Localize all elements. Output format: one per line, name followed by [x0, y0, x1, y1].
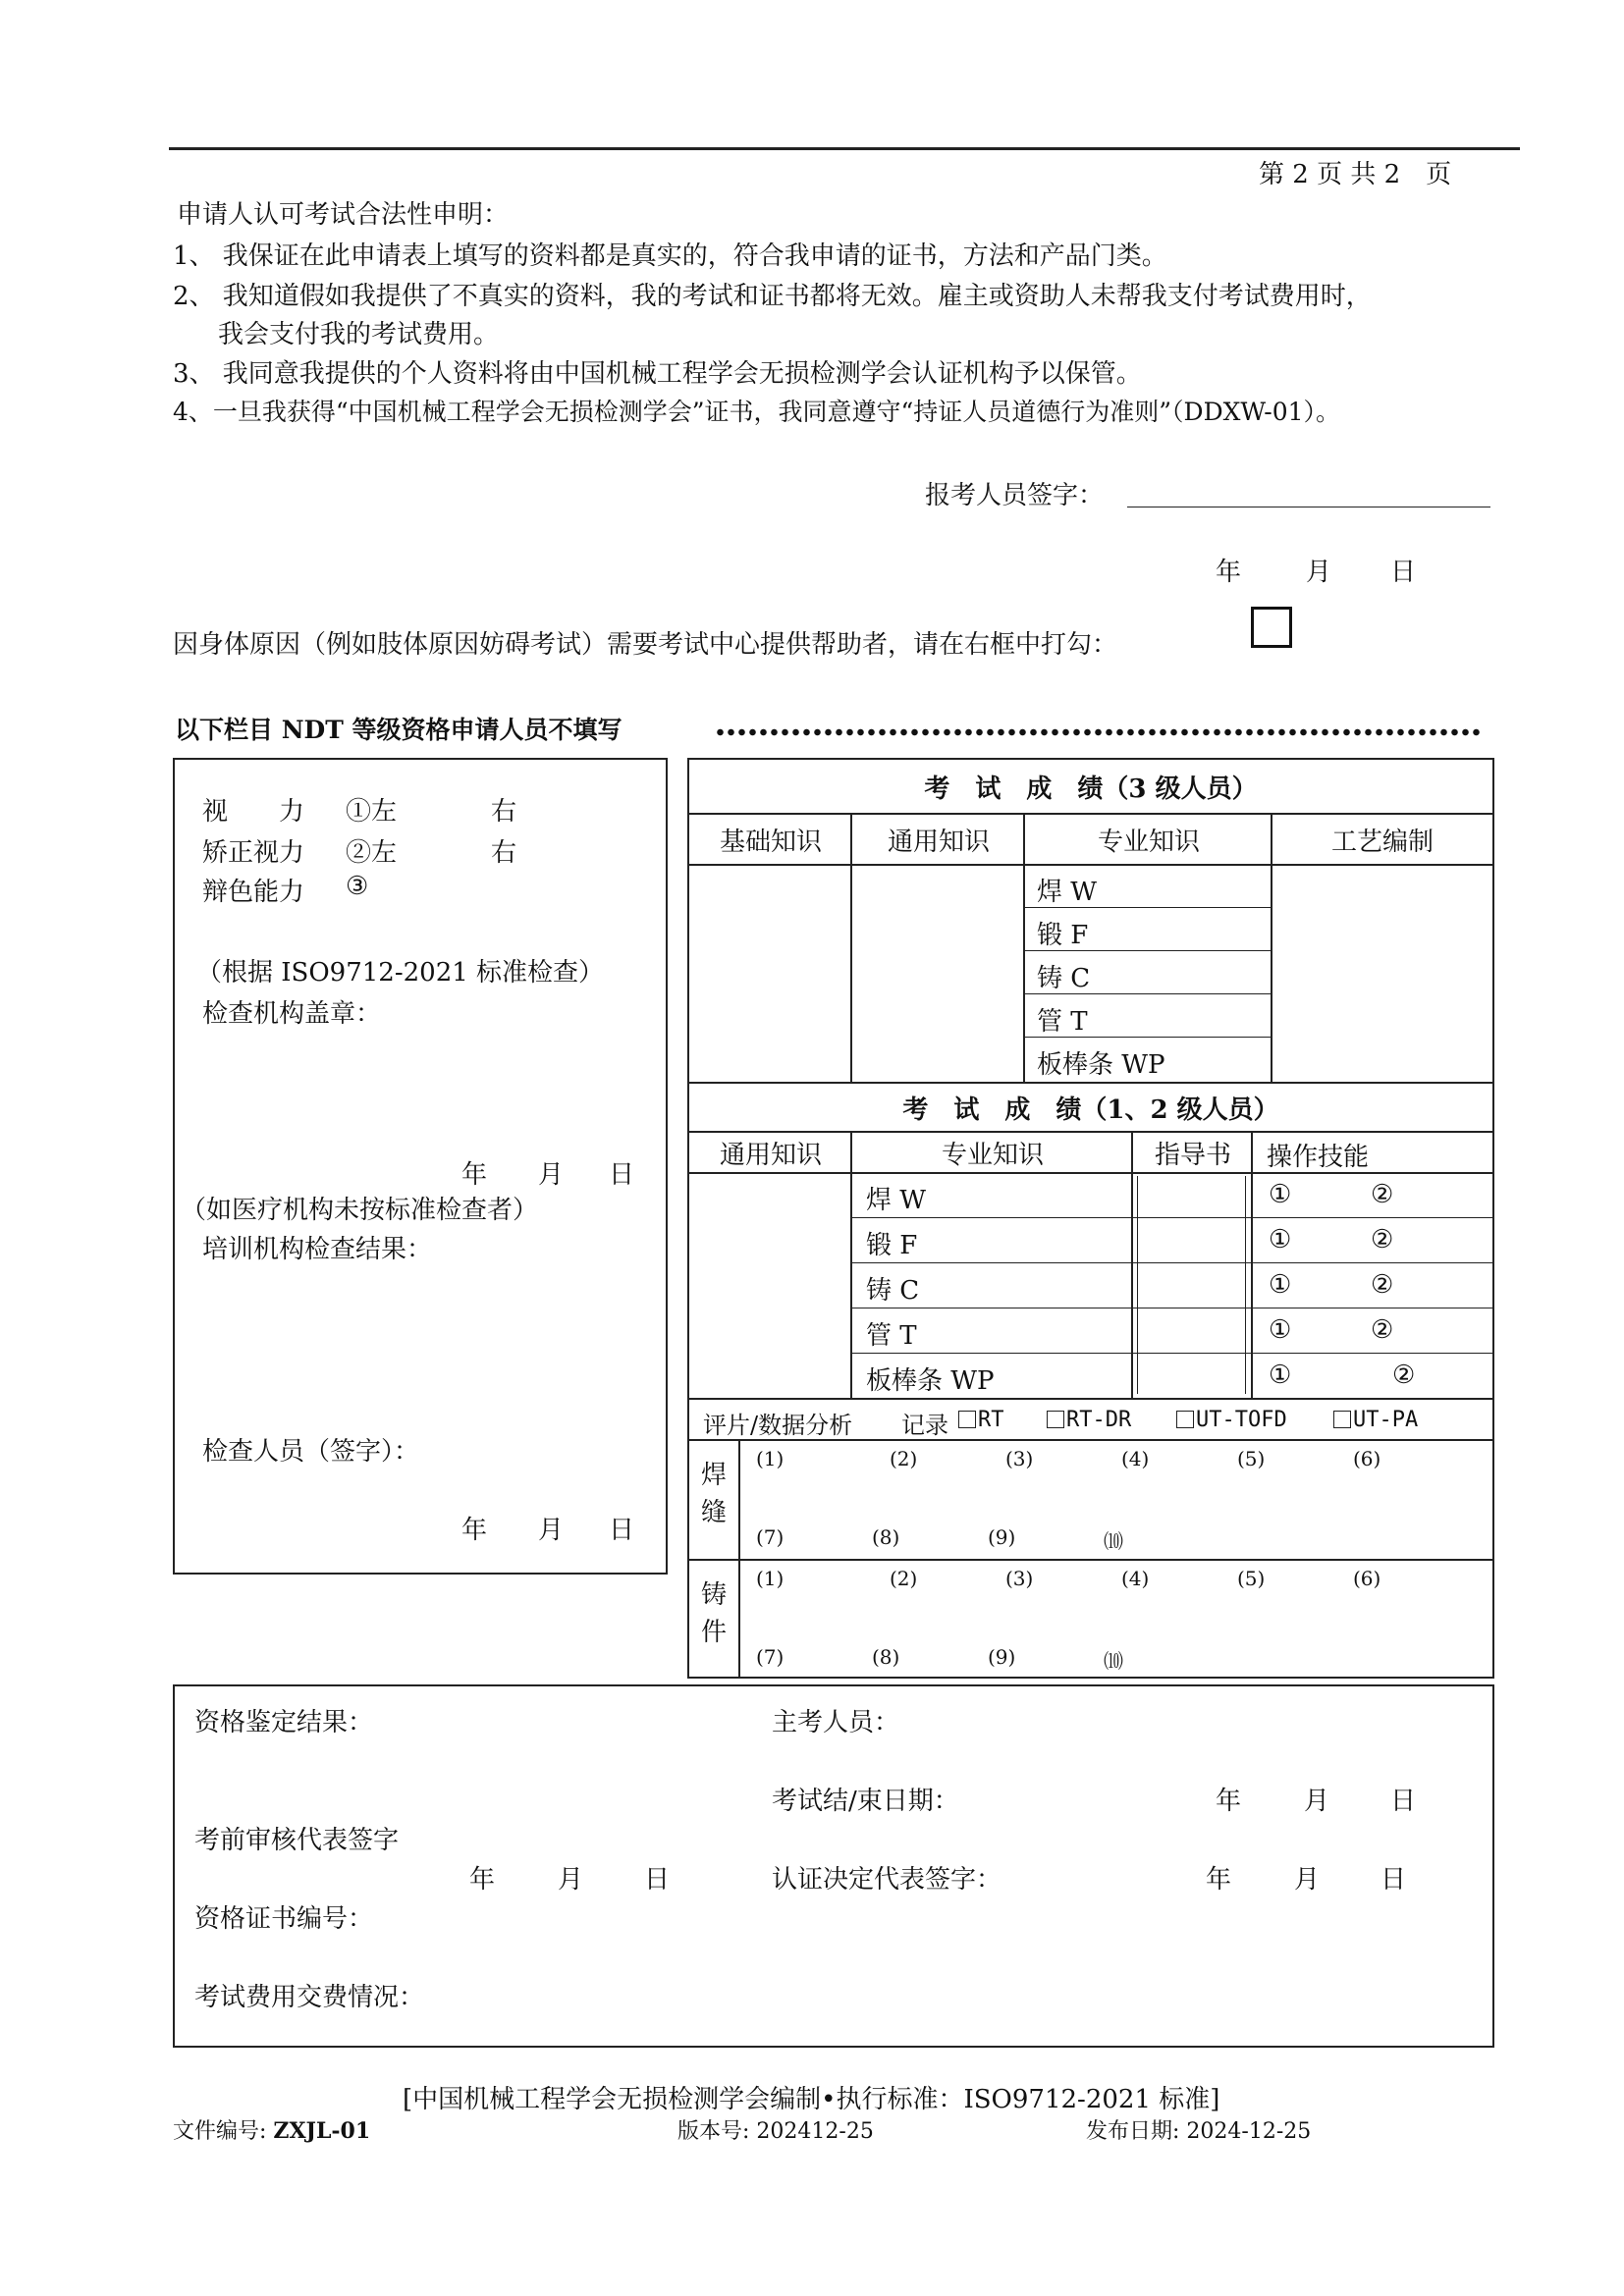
vision-month-2: 月 [538, 1516, 565, 1545]
corrected-vision-right: 右 [491, 838, 517, 868]
cert-decision-signature-label: 认证决定代表签字： [772, 1865, 1002, 1895]
cast-num-10: ⑽ [1104, 1649, 1123, 1673]
doc-number-value: ZXJL-01 [273, 2118, 371, 2144]
exam-date-year: 年 [1216, 1787, 1242, 1816]
rt-label: RT [978, 1408, 1004, 1432]
vision-year-2: 年 [461, 1516, 488, 1545]
certificate-number-label: 资格证书编号： [194, 1904, 374, 1934]
level12-col-line-1 [850, 1131, 852, 1398]
cast-num-2: (2) [890, 1567, 918, 1590]
footer-doc-number [173, 2114, 370, 2145]
weld-num-4: (4) [1121, 1447, 1150, 1470]
cert-decision-year: 年 [1206, 1865, 1232, 1895]
level3-product-weld: 焊 W [1037, 878, 1097, 907]
level3-col-line-2 [1023, 813, 1025, 1082]
level3-header-procedure: 工艺编制 [1330, 827, 1434, 857]
level3-header-specialty: 专业知识 [1097, 827, 1200, 857]
color-discrimination-label: 辩色能力 [202, 878, 305, 907]
level12-row-line-4 [851, 1353, 1493, 1354]
cast-num-4: (4) [1121, 1567, 1150, 1590]
skill-mark-1-row3: ① [1269, 1270, 1292, 1300]
weld-num-1: (1) [756, 1447, 785, 1470]
film-option-rt[interactable] [958, 1408, 1004, 1432]
vision-day-1: 日 [609, 1160, 635, 1190]
footer-version: 版本号: 202412-25 [677, 2119, 874, 2144]
level12-product-plate: 板棒条 WP [866, 1366, 995, 1396]
film-record-label: 记录 [901, 1412, 948, 1439]
cert-decision-day: 日 [1380, 1865, 1407, 1895]
pre-review-year: 年 [469, 1865, 496, 1895]
cast-label: 铸件 [701, 1580, 728, 1647]
level3-product-forging: 锻 F [1037, 921, 1089, 950]
qualification-result-label: 资格鉴定结果： [194, 1708, 374, 1737]
declaration-item-4: 4、一旦我获得“中国机械工程学会无损检测学会”证书，我同意遵守“持证人员道德行为准则”（DDXW-01）。 [173, 398, 1341, 426]
skill-mark-1-row2: ① [1269, 1225, 1292, 1255]
instruction-box-right [1245, 1176, 1246, 1394]
skill-mark-2-row1: ② [1371, 1180, 1394, 1209]
vision-year-1: 年 [461, 1160, 488, 1190]
date-day: 日 [1390, 558, 1417, 587]
level12-product-tube: 管 T [866, 1321, 917, 1351]
skill-mark-2-row3: ② [1371, 1270, 1394, 1300]
weld-num-6: (6) [1353, 1447, 1381, 1470]
level12-header-skill: 操作技能 [1267, 1143, 1370, 1172]
level3-product-plate: 板棒条 WP [1037, 1050, 1165, 1080]
header-rule [169, 147, 1520, 150]
film-option-ut-tofd[interactable] [1176, 1408, 1287, 1432]
corrected-vision-label: 矫正视力 [202, 838, 305, 868]
training-check-result: 培训机构检查结果： [202, 1235, 433, 1264]
standard-note: （根据 ISO9712-2021 标准检查） [196, 958, 605, 988]
pre-review-day: 日 [644, 1865, 671, 1895]
film-option-ut-pa[interactable] [1333, 1408, 1418, 1432]
cert-decision-month: 月 [1294, 1865, 1321, 1895]
skill-mark-2-row4: ② [1371, 1315, 1394, 1345]
cast-num-7: (7) [756, 1645, 785, 1669]
cast-num-6: (6) [1353, 1567, 1381, 1590]
skill-mark-1-row4: ① [1269, 1315, 1292, 1345]
weld-num-7: (7) [756, 1525, 785, 1549]
date-year: 年 [1216, 558, 1242, 587]
level12-col-line-3 [1251, 1131, 1253, 1398]
declaration-item-3: 3、 我同意我提供的个人资料将由中国机械工程学会无损检测学会认证机构予以保管。 [173, 359, 1142, 389]
level12-product-forging: 锻 F [866, 1231, 918, 1260]
footer-standard: [中国机械工程学会无损检测学会编制•执行标准：ISO9712-2021 标准] [403, 2085, 1220, 2114]
exam-date-label: 考试结/束日期： [772, 1787, 959, 1816]
ut-pa-label: UT-PA [1353, 1408, 1419, 1432]
level3-header-rule [687, 864, 1494, 866]
skill-mark-1-row5: ① [1269, 1361, 1292, 1390]
corrected-vision-left: ②左 [346, 838, 398, 868]
weld-rule [687, 1559, 1494, 1561]
ut-pa-checkbox[interactable] [1333, 1411, 1351, 1428]
level3-title: 考 试 成 绩（3 级人员） [924, 774, 1258, 804]
film-option-rt-dr[interactable] [1047, 1408, 1131, 1432]
level12-product-weld: 焊 W [866, 1186, 926, 1215]
level3-col-line-3 [1271, 813, 1272, 1082]
exam-date-day: 日 [1390, 1787, 1417, 1816]
weld-num-3: (3) [1005, 1447, 1034, 1470]
film-rule [687, 1439, 1494, 1441]
declaration-title: 申请人认可考试合法性申明： [177, 200, 510, 230]
weld-num-2: (2) [890, 1447, 918, 1470]
chief-examiner-label: 主考人员： [772, 1708, 900, 1737]
level3-col-line-1 [850, 813, 852, 1082]
vision-left: ①左 [346, 797, 398, 827]
skill-mark-1-row1: ① [1269, 1180, 1292, 1209]
exam-fee-label: 考试费用交费情况： [194, 1983, 425, 2012]
rt-checkbox[interactable] [958, 1411, 976, 1428]
footer-publish-date: 发布日期: 2024-12-25 [1086, 2119, 1312, 2144]
skill-mark-2-row2: ② [1371, 1225, 1394, 1255]
cast-num-3: (3) [1005, 1567, 1034, 1590]
level12-product-casting: 铸 C [866, 1276, 920, 1306]
cast-num-5: (5) [1237, 1567, 1266, 1590]
date-month: 月 [1306, 558, 1332, 587]
cast-num-9: (9) [988, 1645, 1016, 1669]
dotted-leader [715, 728, 1481, 736]
level12-row-line-2 [851, 1262, 1493, 1263]
declaration-item-2: 2、 我知道假如我提供了不真实的资料，我的考试和证书都将无效。雇主或资助人未帮我支付考试费用时， [173, 282, 1372, 311]
level12-title: 考 试 成 绩（1、2 级人员） [902, 1095, 1279, 1125]
level12-header-rule [687, 1172, 1494, 1174]
level12-header-instruction: 指导书 [1154, 1140, 1231, 1170]
stamp-label: 检查机构盖章： [202, 999, 382, 1029]
level12-row-line-1 [851, 1217, 1493, 1218]
cast-num-1: (1) [756, 1567, 785, 1590]
exam-date-month: 月 [1304, 1787, 1330, 1816]
section-note: 以下栏目 NDT 等级资格申请人员不填写 [175, 716, 623, 744]
assistance-checkbox[interactable] [1251, 607, 1292, 648]
assistance-text: 因身体原因（例如肢体原因妨碍考试）需要考试中心提供帮助者，请在右框中打勾： [173, 630, 1118, 660]
ut-tofd-label: UT-TOFD [1196, 1408, 1287, 1432]
level3-product-casting: 铸 C [1037, 964, 1091, 993]
level12-header-general: 通用知识 [719, 1140, 822, 1170]
declaration-item-2-cont: 我会支付我的考试费用。 [218, 320, 500, 349]
instruction-box-left [1137, 1176, 1138, 1394]
rt-dr-label: RT-DR [1066, 1408, 1132, 1432]
level3-header-basic: 基础知识 [719, 827, 822, 857]
vision-month-1: 月 [538, 1160, 565, 1190]
declaration-item-1: 1、 我保证在此申请表上填写的资料都是真实的，符合我申请的证书，方法和产品门类。 [173, 241, 1167, 271]
ut-tofd-checkbox[interactable] [1176, 1411, 1194, 1428]
applicant-signature-label: 报考人员签字： [925, 481, 1105, 510]
pre-review-month: 月 [558, 1865, 584, 1895]
vision-right: 右 [491, 797, 517, 827]
rt-dr-checkbox[interactable] [1047, 1411, 1064, 1428]
color-discrimination-mark: ③ [346, 872, 369, 901]
weld-num-8: (8) [872, 1525, 900, 1549]
level12-col-line-2 [1131, 1131, 1133, 1398]
level12-header-specialty: 专业知识 [941, 1140, 1044, 1170]
level3-product-tube: 管 T [1037, 1007, 1088, 1037]
vision-label: 视 力 [202, 797, 305, 827]
film-analysis-label: 评片/数据分析 [703, 1412, 853, 1439]
cast-num-8: (8) [872, 1645, 900, 1669]
weld-label: 焊缝 [701, 1461, 728, 1527]
weld-num-10: ⑽ [1104, 1529, 1123, 1553]
weld-num-5: (5) [1237, 1447, 1266, 1470]
level3-header-general: 通用知识 [887, 827, 990, 857]
page-number: 第 2 页 共 2 页 [1259, 160, 1452, 189]
skill-mark-2-row5: ② [1392, 1361, 1416, 1390]
weld-num-9: (9) [988, 1525, 1016, 1549]
vision-day-2: 日 [609, 1516, 635, 1545]
doc-number-label: 文件编号: [173, 2119, 274, 2144]
pre-review-signature-label: 考前审核代表签字 [194, 1826, 400, 1855]
level12-bottom-rule [687, 1398, 1494, 1400]
inspector-signature-label: 检查人员（签字）： [202, 1437, 420, 1467]
medical-note: （如医疗机构未按标准检查者） [181, 1196, 539, 1225]
